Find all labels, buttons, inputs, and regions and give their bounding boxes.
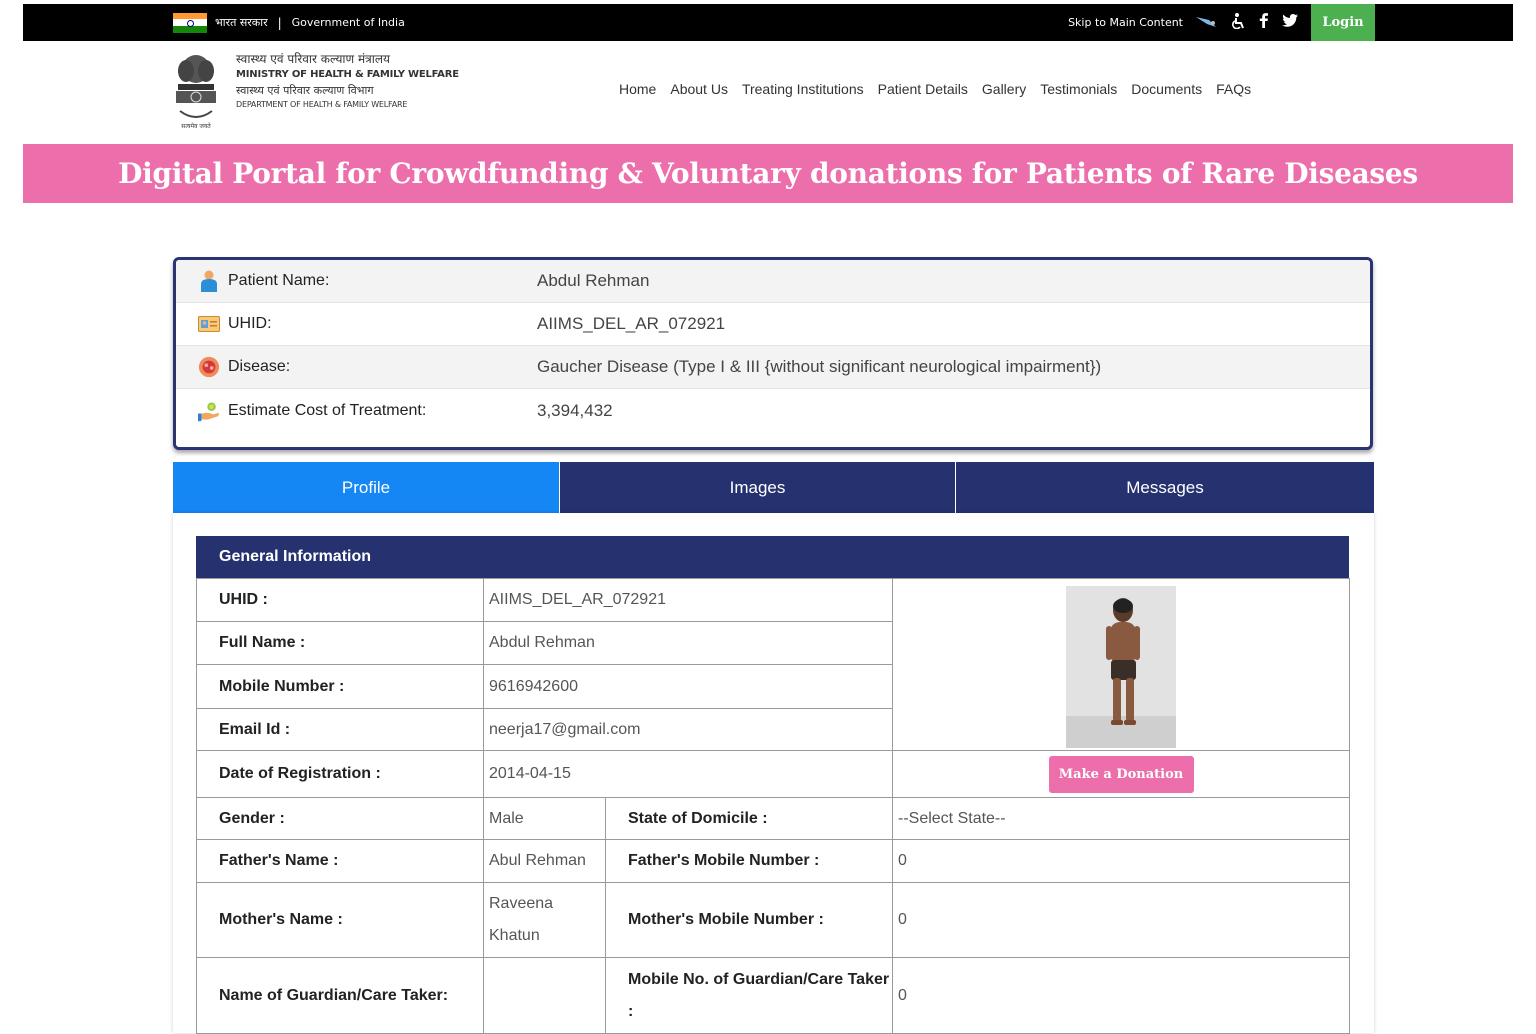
- table-row: [197, 751, 1350, 798]
- nav-home[interactable]: Home: [619, 81, 657, 97]
- nav-documents[interactable]: Documents: [1131, 81, 1203, 97]
- patient-summary-card: [173, 257, 1373, 450]
- cost-label: Estimate Cost of Treatment:: [228, 401, 427, 419]
- nav-patient-details[interactable]: Patient Details: [877, 81, 968, 97]
- india-flag-icon: [173, 13, 207, 33]
- reg-date-field-value: 2014-04-15: [484, 751, 893, 798]
- make-donation-button[interactable]: Make a Donation: [1049, 756, 1194, 793]
- general-info-heading: General Information: [196, 536, 1349, 578]
- uhid-field-label: UHID :: [197, 579, 484, 622]
- mother-mobile-field-label: Mother's Mobile Number :: [606, 883, 893, 958]
- person-icon: [198, 270, 220, 292]
- portal-banner: [23, 144, 1513, 203]
- tab-images[interactable]: Images: [560, 462, 956, 513]
- patient-name-label: Patient Name:: [228, 272, 330, 289]
- summary-row-patient-name: [176, 260, 1370, 303]
- topbar-utilities: [1068, 4, 1298, 41]
- donate-cell: [893, 751, 1350, 798]
- email-field-label: Email Id :: [197, 709, 484, 751]
- cost-value: 3,394,432: [537, 400, 613, 420]
- ministry-english: MINISTRY OF HEALTH & FAMILY WELFARE: [236, 69, 459, 81]
- full-name-field-value: Abdul Rehman: [484, 622, 893, 665]
- father-mobile-field-value: 0: [893, 840, 1350, 883]
- full-name-field-label: Full Name :: [197, 622, 484, 665]
- ministry-hindi: स्वास्थ्य एवं परिवार कल्याण मंत्रालय: [236, 52, 391, 66]
- separator: |: [277, 15, 282, 30]
- nav-testimonials[interactable]: Testimonials: [1040, 81, 1118, 97]
- gov-identity: [173, 4, 405, 41]
- tab-messages[interactable]: Messages: [956, 462, 1374, 513]
- guardian-field-value: [484, 958, 606, 1034]
- profile-tabs: [173, 462, 1374, 513]
- nav-about-us[interactable]: About Us: [670, 81, 728, 97]
- state-field-value: --Select State--: [893, 798, 1350, 840]
- gender-field-value: Male: [484, 798, 606, 840]
- national-emblem-icon: [172, 51, 220, 131]
- disease-label: Disease:: [228, 358, 291, 375]
- id-card-icon: [198, 313, 220, 335]
- father-mobile-field-label: Father's Mobile Number :: [606, 840, 893, 883]
- table-row: [197, 579, 1350, 622]
- summary-row-cost: [176, 389, 1370, 432]
- mother-name-field-value: Raveena Khatun: [484, 883, 606, 958]
- father-name-field-value: Abul Rehman: [484, 840, 606, 883]
- mother-name-field-label: Mother's Name :: [197, 883, 484, 958]
- patient-photo: [1066, 586, 1176, 748]
- guardian-mobile-field-value: 0: [893, 958, 1350, 1034]
- disease-icon: [198, 356, 220, 378]
- sitemap-icon[interactable]: [1195, 14, 1217, 32]
- nav-faqs[interactable]: FAQs: [1216, 81, 1252, 97]
- portal-title: Digital Portal for Crowdfunding & Voluntary donations for Patients of Rare Diseases: [118, 157, 1418, 190]
- nav-gallery[interactable]: Gallery: [981, 81, 1027, 97]
- hindi-gov-text: भारत सरकार: [215, 16, 268, 29]
- uhid-value: AIIMS_DEL_AR_072921: [537, 314, 726, 333]
- main-nav: [619, 81, 1251, 97]
- table-row: [197, 798, 1350, 840]
- table-row: [197, 883, 1350, 958]
- uhid-label: UHID:: [228, 315, 272, 332]
- twitter-icon[interactable]: [1282, 14, 1298, 31]
- department-hindi: स्वास्थ्य एवं परिवार कल्याण विभाग: [236, 83, 374, 97]
- top-bar: [23, 4, 1513, 41]
- email-field-value: neerja17@gmail.com: [484, 709, 893, 751]
- general-info-table: [196, 578, 1350, 1034]
- money-hand-icon: [198, 400, 220, 422]
- site-header: [0, 41, 1536, 144]
- table-row: [197, 958, 1350, 1034]
- department-english: DEPARTMENT OF HEALTH & FAMILY WELFARE: [236, 99, 408, 109]
- facebook-icon[interactable]: [1259, 13, 1268, 32]
- svg-text:सत्यमेव जयते: सत्यमेव जयते: [181, 123, 211, 130]
- gov-india-text: Government of India: [291, 16, 405, 29]
- mobile-field-value: 9616942600: [484, 665, 893, 709]
- skip-to-content-link[interactable]: Skip to Main Content: [1068, 16, 1183, 29]
- gender-field-label: Gender :: [197, 798, 484, 840]
- reg-date-field-label: Date of Registration :: [197, 751, 484, 798]
- table-row: [197, 840, 1350, 883]
- disease-value: Gaucher Disease (Type I & III {without significant neurological impairment}): [537, 357, 1102, 376]
- father-name-field-label: Father's Name :: [197, 840, 484, 883]
- ministry-text-block: [236, 51, 459, 110]
- mobile-field-label: Mobile Number :: [197, 665, 484, 709]
- summary-row-uhid: [176, 303, 1370, 346]
- login-button[interactable]: Login: [1311, 4, 1375, 41]
- tab-profile[interactable]: Profile: [173, 462, 560, 513]
- summary-row-disease: [176, 346, 1370, 389]
- patient-name-value: Abdul Rehman: [537, 271, 650, 290]
- accessibility-icon[interactable]: [1231, 13, 1245, 33]
- state-field-label: State of Domicile :: [606, 798, 893, 840]
- mother-mobile-field-value: 0: [893, 883, 1350, 958]
- patient-photo-cell: [893, 579, 1350, 751]
- guardian-mobile-field-label: Mobile No. of Guardian/Care Taker :: [606, 958, 893, 1034]
- guardian-field-label: Name of Guardian/Care Taker:: [197, 958, 484, 1034]
- uhid-field-value: AIIMS_DEL_AR_072921: [484, 579, 893, 622]
- nav-treating-institutions[interactable]: Treating Institutions: [741, 81, 864, 97]
- profile-panel: [173, 513, 1374, 1033]
